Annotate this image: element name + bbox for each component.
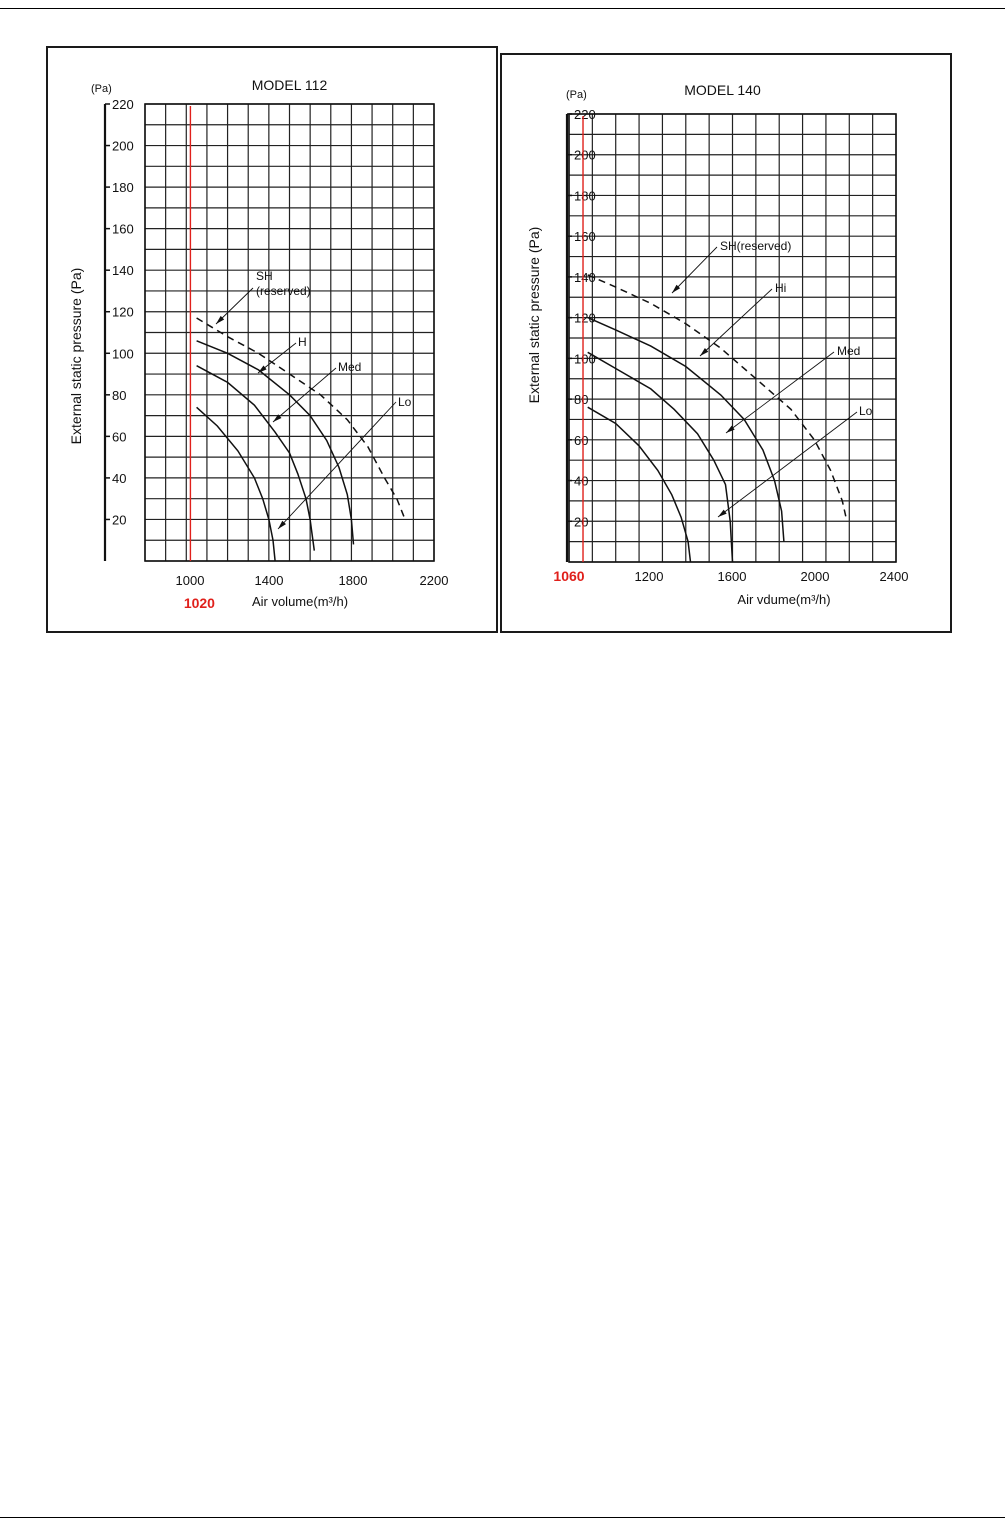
footer-rule <box>0 1517 1005 1518</box>
chart-panel-model-112 <box>46 46 498 633</box>
leader-line-sh-reserved <box>672 247 717 293</box>
leader-line-med <box>726 352 834 433</box>
series-label-med: Med <box>338 360 362 374</box>
y-tick-label: 40 <box>112 470 127 486</box>
series-label-lo: Lo <box>398 395 412 409</box>
y-tick-label: 120 <box>112 304 134 320</box>
y-tick-label: 180 <box>574 188 596 204</box>
leader-arrowhead <box>726 426 735 433</box>
y-tick-label: 20 <box>112 512 127 528</box>
series-label-sh-reserved-line2: (reserved) <box>256 284 311 298</box>
y-unit-label: (Pa) <box>91 83 112 95</box>
y-axis-label: External static pressure (Pa) <box>526 226 542 404</box>
y-tick-label: 200 <box>574 147 596 163</box>
x-tick-label: 2400 <box>879 569 909 584</box>
leader-line-lo <box>278 402 396 529</box>
series-label-hi: Hi <box>775 281 787 295</box>
y-tick-label: 20 <box>574 514 589 530</box>
series-label-sh-reserved: SH <box>256 269 273 283</box>
chart-title: MODEL 112 <box>251 77 328 93</box>
y-tick-label: 140 <box>112 263 134 279</box>
leader-line-hi <box>700 289 772 356</box>
x-tick-label: 1800 <box>338 573 368 588</box>
y-tick-label: 80 <box>574 392 589 408</box>
x-axis-label: Air volume(m³/h) <box>251 594 349 609</box>
y-tick-label: 100 <box>112 346 134 362</box>
curve-lo <box>197 407 276 561</box>
header-rule <box>0 8 1005 9</box>
leader-arrowhead <box>258 366 267 374</box>
curve-sh-reserved <box>588 275 847 521</box>
y-tick-label: 120 <box>574 310 596 326</box>
curve-med <box>588 352 733 562</box>
y-tick-label: 60 <box>112 429 127 445</box>
marker-label: 1020 <box>183 595 215 611</box>
x-tick-label: 1200 <box>634 569 664 584</box>
leader-arrowhead <box>718 510 727 517</box>
y-unit-label: (Pa) <box>566 89 587 101</box>
curve-med <box>197 366 315 551</box>
x-tick-label: 1000 <box>175 573 205 588</box>
y-tick-label: 220 <box>574 107 596 122</box>
y-tick-label: 140 <box>574 269 596 285</box>
y-tick-label: 60 <box>574 432 589 448</box>
y-tick-label: 180 <box>112 180 134 196</box>
series-label-lo: Lo <box>859 404 873 418</box>
x-tick-label: 1400 <box>254 573 284 588</box>
chart-model-140 <box>502 55 950 631</box>
chart-model-112 <box>48 48 496 631</box>
marker-label: 1060 <box>553 568 585 584</box>
y-tick-label: 100 <box>574 351 596 367</box>
y-tick-label: 160 <box>574 229 596 245</box>
y-tick-label: 200 <box>112 138 134 154</box>
series-label-med: Med <box>837 344 861 358</box>
y-tick-label: 160 <box>112 221 134 237</box>
y-tick-label: 80 <box>112 387 127 403</box>
series-label-sh-reserved: SH(reserved) <box>720 239 792 253</box>
x-tick-label: 2000 <box>800 569 830 584</box>
y-tick-label: 40 <box>574 473 589 489</box>
x-axis-label: Air vdume(m³/h) <box>737 592 831 607</box>
chart-title: MODEL 140 <box>684 82 761 98</box>
x-tick-label: 2200 <box>419 573 449 588</box>
y-tick-label: 220 <box>112 97 134 112</box>
chart-panel-model-140 <box>500 53 952 633</box>
y-axis-label: External static pressure (Pa) <box>68 267 84 445</box>
series-label-h: H <box>298 335 307 349</box>
curve-h <box>197 341 354 545</box>
x-tick-label: 1600 <box>717 569 747 584</box>
